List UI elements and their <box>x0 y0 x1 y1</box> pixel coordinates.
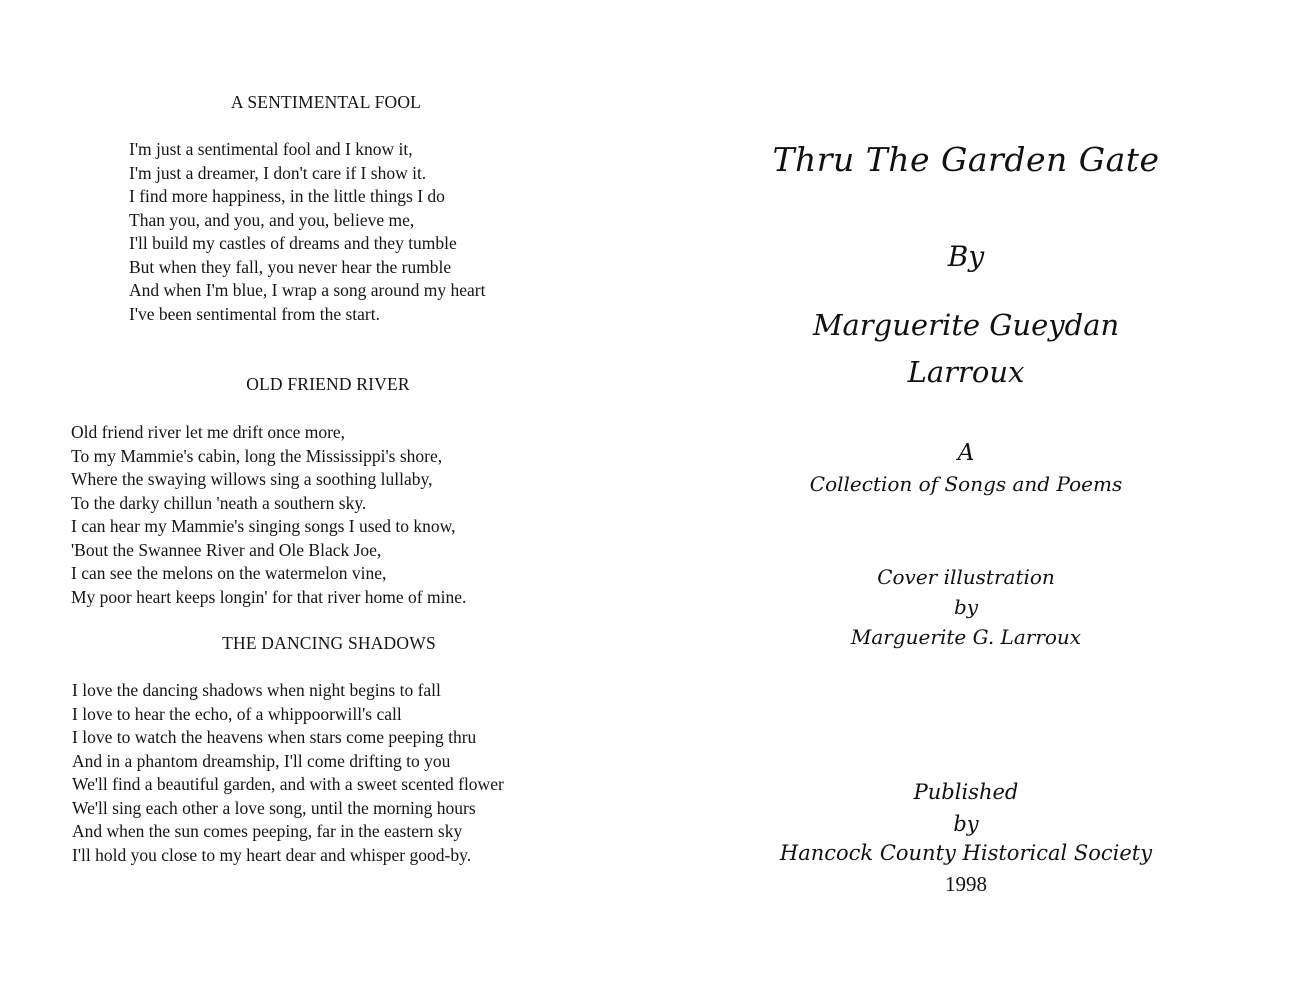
poem-line: I love the dancing shadows when night begins to fall <box>72 680 441 700</box>
published-label: Published <box>913 780 1019 804</box>
right-page-title-page <box>660 0 1292 989</box>
publisher-name: Hancock County Historical Society <box>779 841 1153 865</box>
poem-line: Where the swaying willows sing a soothing lullaby, <box>71 469 433 489</box>
poem-line: And when I'm blue, I wrap a song around my heart <box>129 280 486 300</box>
book-title: Thru The Garden Gate <box>772 140 1160 179</box>
poem-line: 'Bout the Swannee River and Ole Black Joe, <box>71 539 382 560</box>
poem-line: I'm just a dreamer, I don't care if I show it. <box>129 162 427 183</box>
poem-line: And in a phantom dreamship, I'll come drifting to you <box>72 750 451 771</box>
poem-line: I'll hold you close to my heart dear and whisper good-by. <box>72 844 472 865</box>
poem-line: I've been sentimental from the start. <box>129 303 380 324</box>
poem-title-old-friend-river: OLD FRIEND RIVER <box>246 374 410 394</box>
poem-line: To my Mammie's cabin, long the Mississippi's shore, <box>71 445 443 466</box>
cover-by-label: by <box>953 595 979 619</box>
poem-body-dancing-shadows <box>72 679 504 867</box>
poem-line: I can see the melons on the watermelon vine, <box>71 563 387 583</box>
poem-title-sentimental-fool: A SENTIMENTAL FOOL <box>230 92 422 112</box>
by-label: By <box>947 240 985 273</box>
cover-illustration-label: Cover illustration <box>877 565 1055 589</box>
poem-line: We'll find a beautiful garden, and with a sweet scented flower <box>72 774 504 794</box>
publication-year: 1998 <box>945 872 987 896</box>
author-name-line-2: Larroux <box>907 355 1025 389</box>
poem-line: To the darky chillun 'neath a southern sky. <box>71 492 367 513</box>
poem-line: But when they fall, you never hear the rumble <box>129 256 452 277</box>
poem-line: I love to watch the heavens when stars come peeping thru <box>72 727 477 747</box>
poem-body-old-friend-river <box>71 421 466 609</box>
author-name-line-1: Marguerite Gueydan <box>812 308 1120 342</box>
subtitle-collection: Collection of Songs and Poems <box>809 472 1123 496</box>
poem-line: My poor heart keeps longin' for that river home of mine. <box>71 586 467 607</box>
poem-body-sentimental-fool <box>129 138 485 326</box>
poem-line: Than you, and you, and you, believe me, <box>129 209 415 230</box>
poem-line: I'll build my castles of dreams and they tumble <box>129 233 457 253</box>
illustrator-name: Marguerite G. Larroux <box>850 625 1082 649</box>
poem-line: Old friend river let me drift once more, <box>71 422 346 442</box>
subtitle-article: A <box>957 440 975 466</box>
poem-line: I'm just a sentimental fool and I know it, <box>129 139 413 159</box>
poem-line: And when the sun comes peeping, far in the eastern sky <box>72 821 463 841</box>
poem-line: I can hear my Mammie's singing songs I used to know, <box>71 516 456 536</box>
poem-line: We'll sing each other a love song, until the morning hours <box>72 797 476 818</box>
poem-line: I find more happiness, in the little things I do <box>129 186 445 206</box>
published-by-label: by <box>953 812 979 836</box>
poem-title-dancing-shadows: THE DANCING SHADOWS <box>222 633 436 653</box>
poem-line: I love to hear the echo, of a whippoorwill's call <box>72 703 402 724</box>
